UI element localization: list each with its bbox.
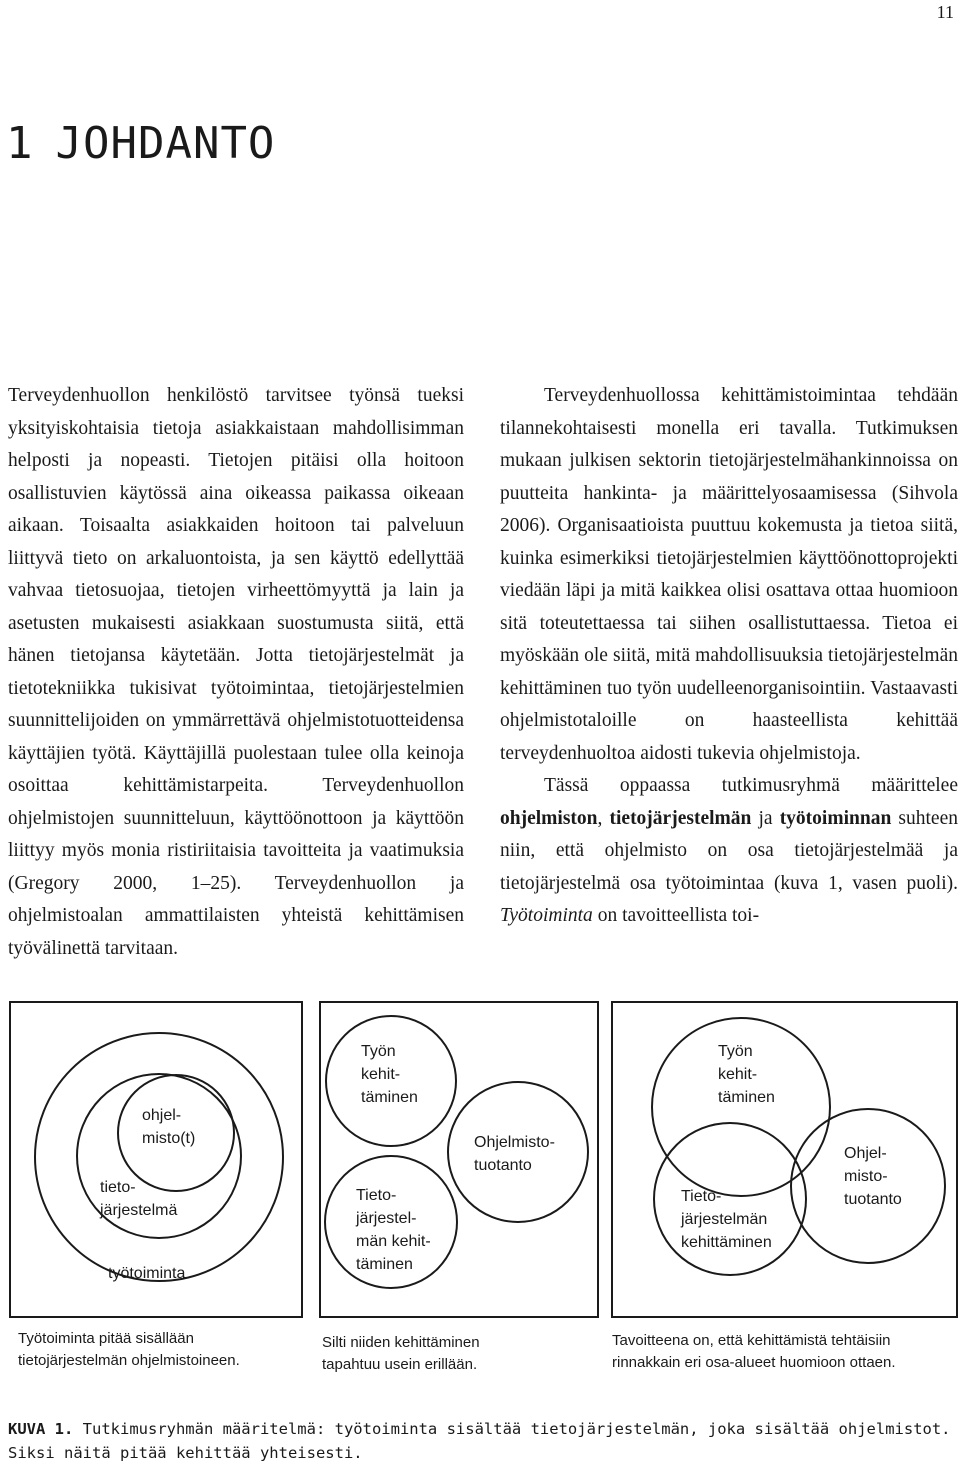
chapter-heading: JOHDANTO: [55, 118, 276, 169]
panel2-caption-l1: Silti niiden kehittäminen: [322, 1334, 480, 1351]
figure-1: [0, 996, 960, 1416]
p2-text-f: on tavoitteellista toi-: [592, 905, 760, 926]
panel2-caption-l2: tapahtuu usein erillään.: [322, 1356, 478, 1373]
p2-label-tieto-l3: män kehit-: [356, 1233, 431, 1250]
left-paragraph-part1: Terveydenhuollon henkilöstö tarvitsee työnsä tueksi yksityiskohtaisia tietoja asiakkaistaan mahdollisimman helposti ja nopeasti. Tietojen pitäisi olla hoitoon osallistuvien käytössä aina oikeassa paikassa oikeaan aikaan.: [8, 385, 464, 536]
label-tietojarjestelma-l2: järjestelmä: [100, 1202, 178, 1219]
label-ohjelmisto-l1: ohjel-: [142, 1107, 182, 1124]
left-paragraph-part2: Toisaalta asiakkaiden hoitoon tai palveluun liittyvä tieto on arkaluontoista, ja sen käyttö edellyttää vahvaa tietosuojaa, tietojen virheettömyyttä ja lain ja asetusten mukaisesti asiakkaan suostumusta siitä, että hänen tietojansa käytetään. Jotta tietojärjestelmät ja tietotekniikka tukisivat työtoimintaa, tietojärjestelmien suunnittelijoiden on ymmärrettävä ohjelmistotuotteidensa käyttäjien työtä. Käyttäjillä puolestaan tulee olla keinoja osoittaa kehittämistarpeita. Terveydenhuollon ohjelmistojen suunnitteluun, käyttöönottoon ja käyttöön liittyy myös monia ristiriitaisia tavoitteita ja vaatimuksia (Gregory 2000, 1–25). Terveydenhuollon ja ohjelmistoalan ammattilaisten yhteistä kehittämisen työvälinettä tarvitaan.: [8, 515, 465, 959]
term-ohjelmisto: ohjelmiston: [500, 807, 598, 829]
p2-text-c: ,: [597, 807, 610, 829]
p3-circle-tietojarjestelman-kehittaminen: [654, 1123, 806, 1275]
p2-text-d: ja: [751, 807, 780, 829]
left-column: [8, 380, 464, 965]
p2-label-tieto-l2: järjestel-: [356, 1210, 417, 1227]
p2-label-tieto-l1: Tieto-: [356, 1187, 397, 1204]
p2-label-ohjelmisto-l1: Ohjelmisto-: [474, 1134, 555, 1151]
term-tyotoiminta-italic: Työtoiminta: [500, 905, 593, 926]
chapter-title: [6, 118, 275, 169]
figure-caption-label: KUVA 1.: [8, 1420, 74, 1438]
p3-circle-ohjelmistotuotanto: [791, 1109, 945, 1263]
term-tietojarjestelma: tietojärjestelmän: [609, 807, 752, 829]
panel3-caption-l1: Tavoitteena on, että kehittämistä tehtäisiin: [612, 1332, 891, 1349]
outer-circle-tyotoiminta: [35, 1033, 283, 1281]
p3-label-tyon-l1: Työn: [718, 1043, 753, 1060]
panel3-frame: [612, 1002, 957, 1317]
label-ohjelmisto-l2: misto(t): [142, 1130, 196, 1147]
label-tyotoiminta: työtoiminta: [108, 1265, 186, 1282]
panel3-caption-l2: rinnakkain eri osa-alueet huomioon ottaen.: [612, 1354, 896, 1371]
circle-ohjelmistotuotanto: [448, 1082, 588, 1222]
panel2-caption: [322, 1332, 480, 1376]
label-tietojarjestelma-l1: tieto-: [100, 1179, 136, 1196]
page-number: 11: [936, 2, 954, 22]
right-column: [500, 380, 958, 933]
term-tyotoiminta: työtoiminnan: [779, 807, 892, 829]
p3-label-ohjelmisto-l2: misto-: [844, 1168, 888, 1185]
p2-label-ohjelmisto-l2: tuotanto: [474, 1157, 532, 1174]
left-paragraph: [8, 380, 464, 965]
p2-text-a: Tässä oppaassa tutkimusryhmä määrittelee: [544, 775, 958, 796]
p3-label-ohjelmisto-l3: tuotanto: [844, 1191, 902, 1208]
p2-label-tyon-l3: täminen: [361, 1089, 418, 1106]
p3-label-tyon-l3: täminen: [718, 1089, 775, 1106]
p2-text-e: suhteen niin, että ohjelmisto on osa tietojärjestelmää ja tietojärjestelmä osa työtoimintaa (kuva 1, vasen puoli).: [500, 807, 958, 894]
p3-label-tieto-l2: järjestelmän: [681, 1211, 768, 1228]
figure-caption-text: Tutkimusryhmän määritelmä: työtoiminta sisältää tietojärjestelmän, joka sisältää ohjelmistot. Siksi näitä pitää kehittää yhteisesti.: [8, 1420, 951, 1462]
panel1-caption-l2: tietojärjestelmän ohjelmistoineen.: [18, 1352, 240, 1369]
figure-caption: [8, 1417, 958, 1465]
right-paragraph-2: [500, 770, 958, 933]
p3-label-tyon-l2: kehit-: [718, 1066, 758, 1083]
p2-label-tyon-l1: Työn: [361, 1043, 396, 1060]
p3-label-tieto-l3: kehittäminen: [681, 1234, 772, 1251]
p2-label-tieto-l4: täminen: [356, 1256, 413, 1273]
chapter-number: 1: [6, 118, 34, 169]
panel3-caption: [612, 1330, 896, 1374]
panel1-caption-l1: Työtoiminta pitää sisällään: [18, 1330, 194, 1347]
p2-label-tyon-l2: kehit-: [361, 1066, 401, 1083]
p3-label-ohjelmisto-l1: Ohjel-: [844, 1145, 887, 1162]
panel1-caption: [18, 1328, 240, 1372]
p3-label-tieto-l1: Tieto-: [681, 1188, 722, 1205]
right-paragraph-1: Terveydenhuollossa kehittämistoimintaa tehdään tilannekohtaisesti monella eri tavalla. Tutkimuksen mukaan julkisen sektorin tietojärjestelmähankinnoissa on puutteita hankinta- ja määrittelyosaamisessa (Sihvola 2006). Organisaatioista puuttuu kokemusta ja tietoa siitä, kuinka esimerkiksi tietojärjestelmien käyttöönottoprojekti viedään läpi ja mitä kaikkea olisi osattava ottaa huomioon sitä toteutettaessa tai siihen osallistuttaessa. Tietoa ei myöskään ole siitä, mitä mahdollisuuksia tietojärjestelmän kehittäminen tuo työn uudelleenorganisointiin. Vastaavasti ohjelmistotaloille on haasteellista kehittää terveydenhuoltoa aidosti tukevia ohjelmistoja.: [500, 385, 958, 764]
